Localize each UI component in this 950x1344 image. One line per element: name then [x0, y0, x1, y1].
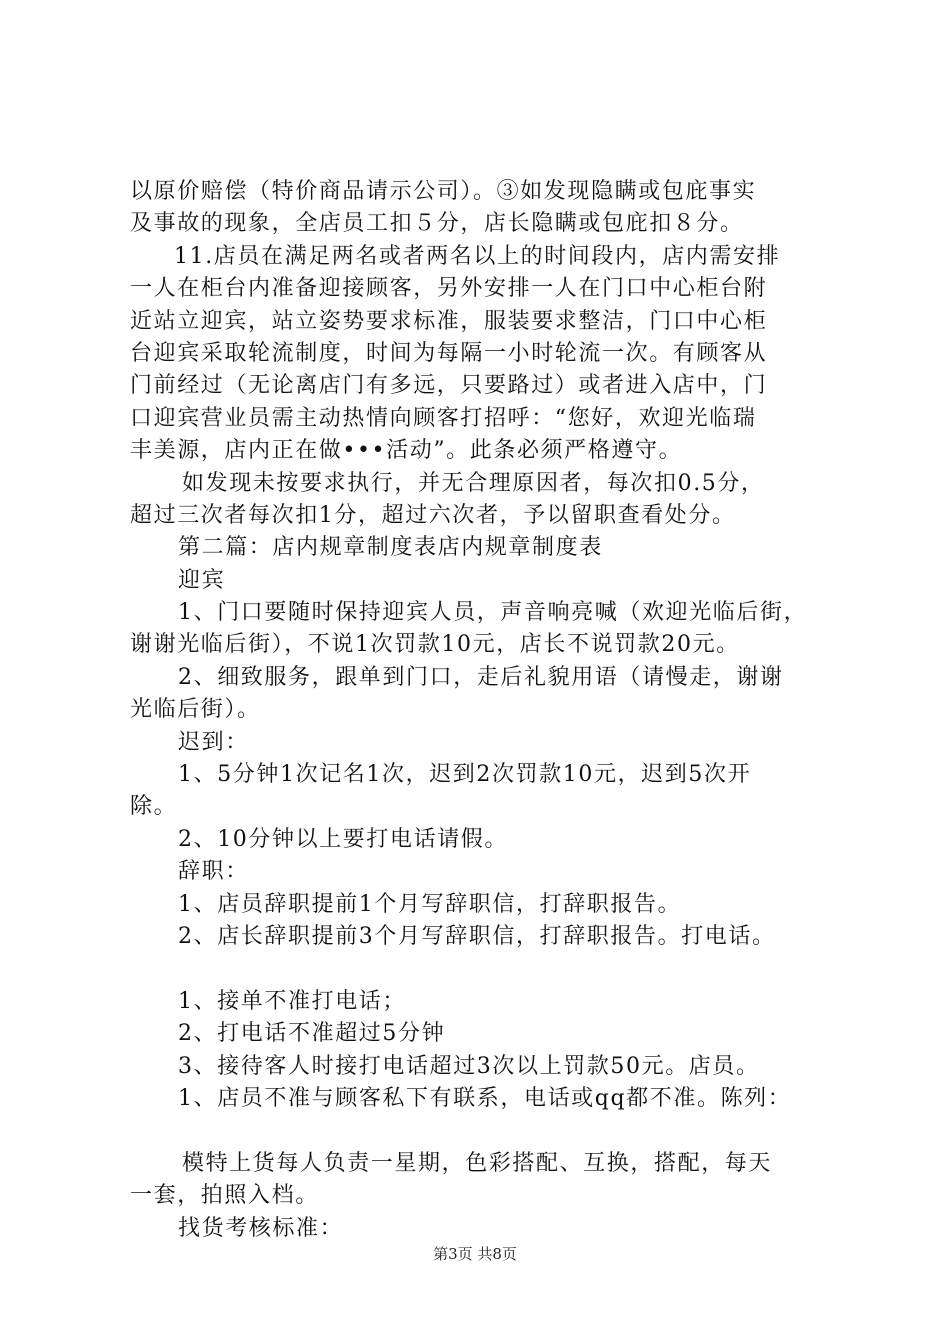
- text-line: 以原价赔偿（特价商品请示公司）。③如发现隐瞒或包庇事实: [130, 179, 757, 204]
- text-line: 口迎宾营业员需主动热情向顾客打招呼：“您好，欢迎光临瑞: [130, 405, 757, 431]
- text-line: 丰美源，店内正在做•••活动”。此条必须严格遵守。: [130, 438, 683, 464]
- text-line: 超过三次者每次扣1分，超过六次者，予以留职查看处分。: [130, 502, 736, 528]
- paragraph-start-line: 1、门口要随时保持迎宾人员，声音响亮喊（欢迎光临后街，: [178, 600, 808, 626]
- paragraph-start-line: 1、店员不准与顾客私下有联系，电话或qq都不准。陈列：: [178, 1085, 792, 1111]
- text-line: 及事故的现象，全店员工扣５分，店长隐瞒或包庇扣８分。: [130, 211, 744, 237]
- paragraph-start-line: 模特上货每人负责一星期，色彩搭配、互换，搭配，每天: [182, 1150, 773, 1176]
- text-line: 光临后街）。: [130, 697, 261, 723]
- blank-line: [130, 953, 850, 985]
- text-line: 一套，拍照入档。: [130, 1183, 319, 1209]
- paragraph-start-line: 2、打电话不准超过5分钟: [178, 1021, 446, 1047]
- text-line: 台迎宾采取轮流制度，时间为每隔一小时轮流一次。有顾客从: [130, 340, 768, 366]
- paragraph-start-line: 1、接单不准打电话；: [178, 988, 406, 1014]
- paragraph-start-line: 1、店员辞职提前1个月写辞职信，打辞职报告。: [178, 891, 682, 917]
- paragraph-start-line: 3、接待客人时接打电话超过3次以上罚款50元。店员。: [178, 1053, 760, 1079]
- subsection-heading: 找货考核标准：: [178, 1215, 344, 1241]
- text-line: 门前经过（无论离店门有多远，只要路过）或者进入店中，门: [130, 373, 768, 399]
- paragraph-start-line: 11.店员在满足两名或者两名以上的时间段内，店内需安排: [174, 243, 781, 269]
- subsection-heading: 迎宾: [178, 567, 226, 593]
- text-line: 近站立迎宾，站立姿势要求标准，服装要求整洁，门口中心柜: [130, 308, 768, 334]
- blank-line: [130, 1115, 850, 1147]
- paragraph-start-line: 1、5分钟1次记名1次，迟到2次罚款10元，迟到5次开: [178, 762, 752, 788]
- subsection-heading: 迟到：: [178, 729, 249, 755]
- subsection-heading: 辞职：: [178, 859, 249, 885]
- paragraph-start-line: 如发现未按要求执行，并无合理原因者，每次扣0.5分，: [182, 470, 765, 496]
- paragraph-start-line: 2、细致服务，跟单到门口，走后礼貌用语（请慢走，谢谢: [178, 664, 784, 690]
- paragraph-start-line: 2、店长辞职提前3个月写辞职信，打辞职报告。打电话。: [178, 923, 776, 949]
- text-line: 除。: [130, 794, 178, 820]
- section-heading: 第二篇：店内规章制度表店内规章制度表: [178, 535, 603, 561]
- document-body: [130, 176, 850, 1245]
- text-line: 谢谢光临后街），不说1次罚款10元，店长不说罚款20元。: [130, 632, 740, 658]
- text-line: 一人在柜台内准备迎接顾客，另外安排一人在门口中心柜台附: [130, 276, 768, 302]
- page-number-footer: 第3页 共8页: [433, 1245, 517, 1263]
- paragraph-start-line: 2、10分钟以上要打电话请假。: [178, 826, 508, 852]
